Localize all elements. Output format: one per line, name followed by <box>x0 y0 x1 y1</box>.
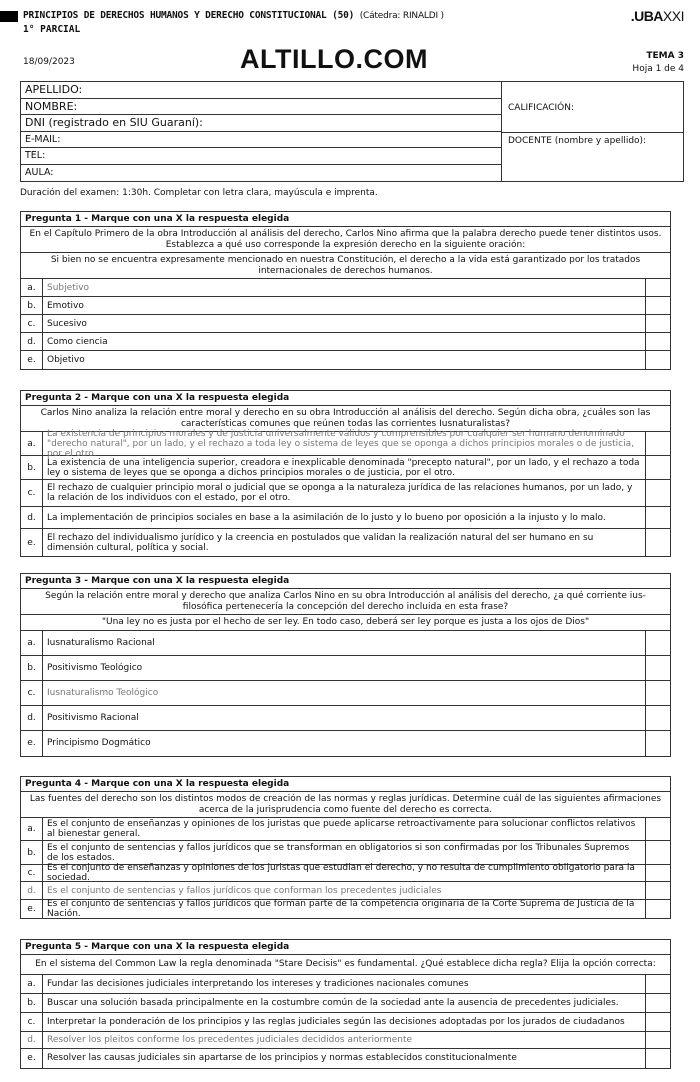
question-prompt: En el Capítulo Primero de la obra Introducción al análisis del derecho, Carlos Nino afirma que la palabra derecho puede tener distintos usos. Establezca a qué uso corresponde la expresión derecho en la siguiente oración: <box>21 227 670 253</box>
answer-box[interactable] <box>646 994 670 1012</box>
option-row[interactable] <box>21 841 670 865</box>
question-title: Pregunta 3 - Marque con una X la respuesta elegida <box>21 574 670 589</box>
question-title: Pregunta 4 - Marque con una X la respuesta elegida <box>21 777 670 792</box>
answer-box[interactable] <box>646 279 670 296</box>
option-text: Positivismo Racional <box>43 706 646 730</box>
option-letter: c. <box>21 865 43 881</box>
option-text: El rechazo del individualismo jurídico y la creencia en postulados que validan la realización natural del ser humano en su dimensión cultural, política y social. <box>43 529 646 556</box>
answer-box[interactable] <box>646 529 670 556</box>
option-row[interactable] <box>21 351 670 369</box>
option-letter: e. <box>21 529 43 556</box>
answer-box[interactable] <box>646 865 670 881</box>
option-letter: c. <box>21 315 43 332</box>
question-4 <box>20 776 671 919</box>
option-letter: e. <box>21 351 43 369</box>
option-letter: b. <box>21 656 43 680</box>
option-text: La implementación de principios sociales en base a la asimilación de lo justo y lo bueno por oposición a la injusto y lo malo. <box>43 507 646 528</box>
option-row[interactable] <box>21 456 670 480</box>
answer-box[interactable] <box>646 351 670 369</box>
exam-subtitle: 1° PARCIAL <box>23 24 81 35</box>
option-text: Interpretar la ponderación de los principios y las reglas judiciales según las decisiones adoptadas por los jurados de ciudadanos <box>43 1013 646 1031</box>
question-title: Pregunta 1 - Marque con una X la respuesta elegida <box>21 212 670 227</box>
answer-box[interactable] <box>646 882 670 899</box>
option-text: Resolver los pleitos conforme los precedentes judiciales decididos anteriormente <box>43 1032 646 1048</box>
option-text: Principismo Dogmático <box>43 731 646 756</box>
altillo-watermark: ALTILLO.COM <box>240 44 428 74</box>
option-row[interactable] <box>21 631 670 656</box>
option-row[interactable] <box>21 507 670 529</box>
grading-fields <box>502 82 683 181</box>
option-letter: a. <box>21 631 43 655</box>
page-indicator: Hoja 1 de 4 <box>632 64 684 74</box>
option-text: Es el conjunto de sentencias y fallos jurídicos que conforman los precedentes judiciales <box>43 882 646 899</box>
answer-box[interactable] <box>646 315 670 332</box>
option-letter: a. <box>21 279 43 296</box>
option-row[interactable] <box>21 480 670 507</box>
option-row[interactable] <box>21 706 670 731</box>
answer-box[interactable] <box>646 1013 670 1031</box>
option-letter: b. <box>21 841 43 864</box>
answer-box[interactable] <box>646 333 670 350</box>
answer-box[interactable] <box>646 456 670 479</box>
option-text: Positivismo Teológico <box>43 656 646 680</box>
answer-box[interactable] <box>646 480 670 506</box>
option-text: El rechazo de cualquier principio moral o judicial que se oponga a la naturaleza jurídica de las relaciones humanos, por un lado, y la relación de los individuos con el estado, por el otro. <box>43 480 646 506</box>
dni-field[interactable]: DNI (registrado en SIU Guaraní): <box>21 115 501 132</box>
option-letter: e. <box>21 900 43 918</box>
tema-label: TEMA 3 <box>646 51 684 61</box>
question-3 <box>20 573 671 757</box>
option-text: La existencia de principios morales y de justicia universalmente válidos y comprensibles por cualquier ser humano denominado "derecho natural", por un lado, y el rechazo a toda ley o sistema de leyes que se oponga a dichos principios morales o de justicia, por el otro. <box>43 432 646 455</box>
catedra-label: (Cátedra: RINALDI ) <box>359 11 444 21</box>
option-text: Es el conjunto de sentencias y fallos jurídicos que forman parte de la competencia originaria de la Corte Suprema de Justicia de la Nación. <box>43 900 646 918</box>
answer-box[interactable] <box>646 656 670 680</box>
student-fields <box>21 82 502 181</box>
option-row[interactable] <box>21 975 670 994</box>
answer-box[interactable] <box>646 1049 670 1068</box>
answer-box[interactable] <box>646 507 670 528</box>
question-title: Pregunta 5 - Marque con una X la respuesta elegida <box>21 940 670 955</box>
option-letter: a. <box>21 432 43 455</box>
option-letter: d. <box>21 333 43 350</box>
option-row[interactable] <box>21 1032 670 1049</box>
option-text: La existencia de una inteligencia superior, creadora e inexplicable denominada "precepto natural", por un lado, y el rechazo a toda ley o sistema de leyes que se oponga a dichos principios morales o de justicia, por el otro. <box>43 456 646 479</box>
option-text: Es el conjunto de enseñanzas y opiniones de los juristas que estudian el derecho, y no resulta de cumplimiento obligatorio para la sociedad. <box>43 865 646 881</box>
duration-note: Duración del examen: 1:30h. Completar con letra clara, mayúscula e imprenta. <box>20 188 378 198</box>
answer-box[interactable] <box>646 900 670 918</box>
docente-field[interactable]: DOCENTE (nombre y apellido): <box>502 132 683 149</box>
option-text: Buscar una solución basada principalmente en la costumbre común de la sociedad ante la ausencia de precedentes judiciales. <box>43 994 646 1012</box>
calificacion-field[interactable]: CALIFICACIÓN: <box>508 103 575 113</box>
answer-box[interactable] <box>646 706 670 730</box>
option-row[interactable] <box>21 900 670 918</box>
option-text: Es el conjunto de enseñanzas y opiniones de los juristas que puede aplicarse retroactivamente para solucionar conflictos relativos al bienestar general. <box>43 818 646 840</box>
option-text: Es el conjunto de sentencias y fallos jurídicos que se transforman en obligatorios si son confirmadas por los Tribunales Supremos de los estados. <box>43 841 646 864</box>
answer-box[interactable] <box>646 631 670 655</box>
answer-box[interactable] <box>646 975 670 993</box>
question-quote: Si bien no se encuentra expresamente mencionado en nuestra Constitución, el derecho a la vida está garantizado por los tratados internacionales de derechos humanos. <box>21 253 670 279</box>
question-title: Pregunta 2 - Marque con una X la respuesta elegida <box>21 391 670 406</box>
option-text: Iusnaturalismo Teológico <box>43 681 646 705</box>
tel-field[interactable]: TEL: <box>21 148 501 165</box>
option-letter: d. <box>21 507 43 528</box>
option-row[interactable] <box>21 529 670 556</box>
nombre-field[interactable]: NOMBRE: <box>21 99 501 116</box>
option-letter: d. <box>21 882 43 899</box>
option-text: Resolver las causas judiciales sin apartarse de los principios y normas establecidos constitucionalmente <box>43 1049 646 1068</box>
option-letter: d. <box>21 1032 43 1048</box>
option-row[interactable] <box>21 681 670 706</box>
option-row[interactable] <box>21 882 670 900</box>
option-letter: c. <box>21 1013 43 1031</box>
answer-box[interactable] <box>646 681 670 705</box>
course-title: PRINCIPIOS DE DERECHOS HUMANOS Y DERECHO CONSTITUCIONAL (50) (Cátedra: RINALDI ) <box>23 10 444 21</box>
option-text: Como ciencia <box>43 333 646 350</box>
answer-box[interactable] <box>646 1032 670 1048</box>
option-letter: e. <box>21 731 43 756</box>
email-field[interactable]: E-MAIL: <box>21 132 501 149</box>
option-row[interactable] <box>21 818 670 841</box>
aula-field[interactable]: AULA: <box>25 167 54 179</box>
tema-block <box>632 50 684 76</box>
uba-logo: .UBAXXI <box>630 8 684 24</box>
option-letter: b. <box>21 994 43 1012</box>
option-row[interactable] <box>21 297 670 315</box>
answer-box[interactable] <box>646 841 670 864</box>
exam-date: 18/09/2023 <box>23 57 75 67</box>
option-row[interactable] <box>21 1049 670 1068</box>
option-row[interactable] <box>21 279 670 297</box>
option-row[interactable] <box>21 333 670 351</box>
option-row[interactable] <box>21 428 670 459</box>
answer-box[interactable] <box>646 432 670 455</box>
answer-box[interactable] <box>646 731 670 756</box>
question-prompt: Según la relación entre moral y derecho que analiza Carlos Nino en su obra Introducción al análisis del derecho, ¿a qué corriente ius-filosófica pertenecería la concepción del derecho incluida en esta frase? <box>21 589 670 615</box>
option-row[interactable] <box>21 315 670 333</box>
option-letter: c. <box>21 681 43 705</box>
student-id-box <box>20 81 684 182</box>
question-prompt: Carlos Nino analiza la relación entre moral y derecho en su obra Introducción al análisis del derecho. Según dicha obra, ¿cuáles son las características comunes que reúnen todas las corrientes Iusnaturalistas? <box>21 406 670 432</box>
question-2 <box>20 390 671 557</box>
option-text: Objetivo <box>43 351 646 369</box>
option-row[interactable] <box>21 1013 670 1032</box>
option-row[interactable] <box>21 656 670 681</box>
question-5 <box>20 939 671 1069</box>
option-text: Iusnaturalismo Racional <box>43 631 646 655</box>
option-row[interactable] <box>21 994 670 1013</box>
header-black-bar <box>0 11 18 22</box>
option-letter: b. <box>21 297 43 314</box>
option-letter: e. <box>21 1049 43 1068</box>
option-text: Fundar las decisiones judiciales interpretando los intereses y tradiciones nacionales comunes <box>43 975 646 993</box>
answer-box[interactable] <box>646 297 670 314</box>
question-quote: "Una ley no es justa por el hecho de ser ley. En todo caso, deberá ser ley porque es justa a los ojos de Dios" <box>21 615 670 631</box>
option-row[interactable] <box>21 865 670 882</box>
question-prompt: En el sistema del Common Law la regla denominada "Stare Decisis" es fundamental. ¿Qué establece dicha regla? Elija la opción correcta: <box>21 955 670 975</box>
question-prompt: Las fuentes del derecho son los distintos modos de creación de las normas y reglas jurídicas. Determine cuál de las siguientes afirmaciones acerca de la jurisprudencia como fuente del derecho es correcta. <box>21 792 670 818</box>
option-letter: d. <box>21 706 43 730</box>
option-letter: a. <box>21 818 43 840</box>
option-text: Subjetivo <box>43 279 646 296</box>
option-text: Emotivo <box>43 297 646 314</box>
option-letter: c. <box>21 480 43 506</box>
question-1 <box>20 211 671 370</box>
option-text: Sucesivo <box>43 315 646 332</box>
apellido-field[interactable]: APELLIDO: <box>21 82 501 99</box>
option-row[interactable] <box>21 731 670 756</box>
answer-box[interactable] <box>646 818 670 840</box>
option-letter: b. <box>21 456 43 479</box>
option-letter: a. <box>21 975 43 993</box>
